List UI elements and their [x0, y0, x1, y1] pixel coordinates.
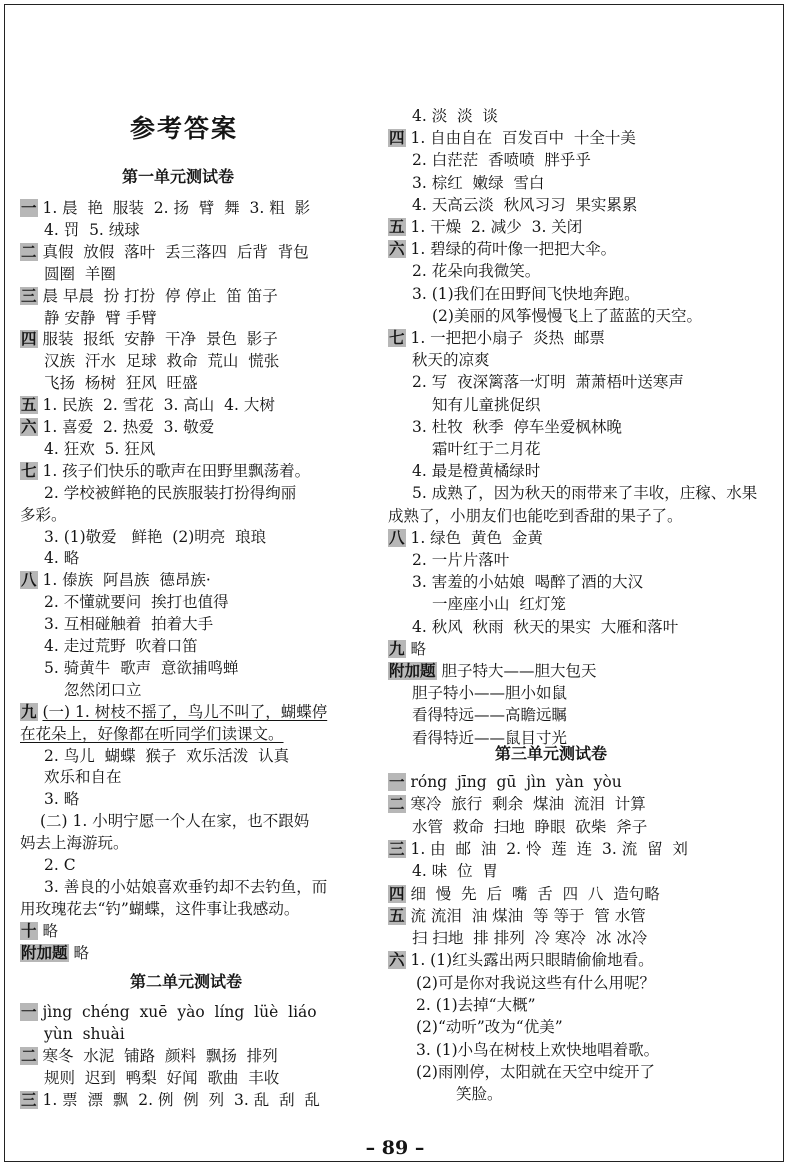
answer-line [20, 459, 310, 483]
answer-line [44, 1022, 125, 1046]
section-number-tag: 四 [389, 129, 405, 148]
section-number-tag: 三 [389, 839, 405, 858]
section-number-tag: 一 [389, 773, 405, 791]
answer-text: 1. 由 邮 油 2. 怜 莲 连 3. 流 留 刘 [410, 839, 688, 858]
answer-text: 笑脸。 [456, 1085, 503, 1104]
answer-line [44, 634, 198, 658]
answer-line [44, 349, 279, 373]
answer-line [20, 831, 129, 855]
answer-text: 4. 狂欢 5. 狂风 [44, 439, 156, 458]
answer-line [412, 259, 540, 283]
answer-line [20, 941, 89, 965]
answer-text: 1. 喜爱 2. 热爱 3. 敬爱 [42, 418, 215, 436]
answer-text: yùn shuài [44, 1025, 125, 1043]
answer-line [388, 504, 683, 528]
answer-text: 欢乐和自在 [44, 768, 122, 787]
section-number-tag: 附加题 [389, 662, 436, 680]
answer-line [44, 744, 289, 768]
answer-line [44, 590, 229, 614]
answer-line [412, 370, 684, 394]
section-number-tag: 四 [21, 330, 37, 349]
answer-text: 4. 淡 淡 谈 [412, 107, 498, 125]
answer-text: 1. (1)红头露出两只眼睛偷偷地看。 [410, 951, 654, 970]
answer-text: 水管 救命 扫地 睁眼 砍柴 斧子 [412, 817, 648, 836]
answer-text: 2. 鸟儿 蝴蝶 猴子 欢乐活泼 认真 [44, 746, 290, 765]
answer-line [40, 809, 309, 833]
answer-text: jìng chéng xuē yào líng lüè liáo [42, 1003, 317, 1021]
answer-line [44, 306, 157, 330]
answer-text: (一) 1. 树枝不摇了，鸟儿不叫了，蝴蝶停 [42, 702, 328, 721]
answer-line [412, 481, 757, 505]
answer-text: 霜叶红于二月花 [432, 440, 541, 458]
answer-line [412, 348, 490, 372]
section-number-tag: 二 [389, 795, 405, 814]
answer-text: 3. (1)小鸟在树枝上欢快地唱着歌。 [416, 1040, 660, 1059]
answer-line [416, 1015, 563, 1039]
answer-line [44, 371, 198, 395]
answer-line [388, 237, 616, 261]
answer-line [44, 1066, 279, 1090]
answer-line [416, 993, 536, 1017]
answer-line [44, 525, 266, 549]
answer-text: 1. 一把把小扇子 炎热 邮票 [410, 329, 605, 347]
answer-text: 一座座小山 红灯笼 [432, 595, 566, 614]
answer-line [412, 681, 567, 705]
answer-text: 1. 孩子们快乐的歌声在田野里飘荡着。 [42, 461, 311, 480]
answer-line [432, 304, 702, 328]
section-number-tag: 五 [21, 396, 37, 415]
answer-line [388, 792, 646, 816]
answer-line [388, 326, 605, 350]
answer-text: 忽然闭口立 [64, 680, 142, 699]
answer-text: 1. 绿色 黄色 金黄 [410, 528, 543, 547]
answer-text: 扫 扫地 排 排列 冷 寒冷 冰 冰冷 [412, 929, 648, 948]
answer-line [44, 437, 155, 461]
answer-line [44, 218, 140, 242]
answer-line [388, 215, 582, 239]
answer-text: 3. 棕红 嫩绿 雪白 [412, 173, 545, 192]
answer-line [388, 770, 622, 794]
answer-line [412, 171, 544, 195]
answer-line [388, 126, 636, 150]
answer-line [388, 637, 426, 661]
answer-text: 3. 杜牧 秋季 停车坐爱枫林晚 [412, 417, 622, 436]
answer-line [20, 503, 67, 527]
answer-line [412, 703, 567, 727]
answer-line [20, 1000, 317, 1024]
answer-text: (2)可是你对我说这些有什么用呢？ [416, 973, 655, 992]
answer-text: 1. 傣族 阿昌族 德昂族· [42, 571, 211, 590]
answer-line [412, 459, 540, 483]
answer-line [412, 193, 637, 217]
answer-line [388, 659, 596, 683]
answer-text: 2. 白茫茫 香喷喷 胖乎乎 [412, 151, 591, 170]
section-number-tag: 四 [389, 884, 405, 903]
section-number-tag: 三 [21, 1091, 37, 1109]
answer-text: róng jīng gū jìn yàn yòu [410, 773, 622, 791]
answer-line [412, 548, 509, 572]
answer-text: 2. C [44, 856, 76, 874]
answer-line [412, 148, 591, 172]
answer-text: 3. 善良的小姑娘喜欢垂钓却不去钓鱼，而 [44, 877, 328, 896]
answer-line [412, 859, 498, 883]
answer-text: 2. 不懂就要问 挨打也值得 [44, 593, 229, 612]
section-number-tag: 一 [21, 1003, 37, 1021]
answer-line [388, 904, 646, 928]
answer-line [20, 700, 327, 724]
answer-text: 3. 互相碰触着 拍着大手 [44, 615, 214, 634]
section-number-tag: 六 [21, 418, 37, 436]
section-number-tag: 八 [21, 571, 37, 590]
answer-line [412, 926, 647, 950]
answer-text: 4. 秋风 秋雨 秋天的果实 大雁和落叶 [412, 617, 679, 636]
answer-text: 3. (1)我们在田野间飞快地奔跑。 [412, 284, 640, 303]
answer-text: 规则 迟到 鸭梨 好闻 歌曲 丰收 [44, 1069, 280, 1087]
answer-text: 5. 成熟了，因为秋天的雨带来了丰收，庄稼、水果 [412, 484, 758, 503]
answer-line [44, 765, 122, 789]
answer-text: 3. 略 [44, 790, 80, 809]
answer-text: 真假 放假 落叶 丢三落四 后背 背包 [42, 242, 309, 261]
answer-line [412, 415, 622, 439]
answer-text: 1. 票 漂 飘 2. 例 例 列 3. 乱 刮 乱 [42, 1091, 320, 1109]
answer-text: 圆圈 羊圈 [44, 264, 116, 283]
answer-line [432, 437, 541, 461]
answer-line [388, 948, 654, 972]
section-number-tag: 附加题 [21, 943, 68, 962]
answer-text: 多彩。 [20, 505, 67, 524]
answer-text: (2)“动听”改为“优美” [416, 1018, 563, 1037]
answer-text: 略 [42, 921, 58, 940]
section-number-tag: 二 [21, 1047, 37, 1065]
section-number-tag: 八 [389, 528, 405, 547]
answer-text: 4. 略 [44, 549, 80, 568]
answer-text: 略 [73, 943, 89, 962]
answer-line [20, 1044, 278, 1068]
answer-line [412, 570, 643, 594]
answer-line [44, 875, 327, 899]
answer-text: 2. 一片片落叶 [412, 551, 510, 569]
answer-text: 汉族 汗水 足球 救命 荒山 慌张 [44, 352, 280, 371]
answer-line [388, 882, 660, 906]
section-number-tag: 七 [21, 461, 37, 480]
answer-text: 看得特近——鼠目寸光 [412, 728, 568, 747]
answer-text: 2. 花朵向我微笑。 [412, 262, 541, 281]
answer-text: 1. 碧绿的荷叶像一把把大伞。 [410, 240, 617, 259]
answer-text: 1. 自由自在 百发百中 十全十美 [410, 129, 636, 148]
answer-line [20, 919, 58, 943]
answer-text: 3. (1)敬爱 鲜艳 (2)明亮 琅琅 [44, 527, 267, 546]
unit2-heading: 第二单元测试卷 [130, 972, 243, 991]
section-number-tag: 九 [21, 702, 37, 721]
answer-line [20, 393, 275, 417]
answer-line [64, 678, 142, 702]
answer-text: 4. 味 位 胃 [412, 862, 498, 881]
answer-line [412, 282, 640, 306]
answer-text: 细 慢 先 后 嘴 舌 四 八 造句略 [410, 884, 660, 903]
answer-line [20, 415, 214, 439]
answer-text: 1. 干燥 2. 减少 3. 关闭 [410, 218, 583, 236]
answer-text: 2. 学校被鲜艳的民族服装打扮得绚丽 [44, 483, 297, 502]
answer-line [412, 104, 498, 128]
answer-text: 寒冬 水泥 铺路 颜料 飘扬 排列 [42, 1047, 278, 1065]
answer-line [432, 393, 541, 417]
answer-line [456, 1082, 503, 1106]
answer-line [20, 284, 278, 308]
answer-text: 妈去上海游玩。 [20, 834, 129, 853]
section-number-tag: 六 [389, 240, 405, 259]
page-title: 参考答案 [130, 114, 239, 143]
answer-line [388, 837, 688, 861]
section-number-tag: 九 [389, 639, 405, 658]
answer-line [20, 568, 211, 592]
answer-text: 4. 走过荒野 吹着口笛 [44, 637, 198, 655]
answer-line [416, 1038, 659, 1062]
answer-line [20, 722, 284, 746]
answer-text: 晨 早晨 扮 打扮 停 停止 笛 笛子 [42, 286, 278, 305]
answer-text: 寒冷 旅行 剩余 煤油 流泪 计算 [410, 795, 646, 814]
section-number-tag: 五 [389, 218, 405, 236]
page-number: – 89 – [365, 1137, 425, 1159]
answer-line [20, 1088, 320, 1112]
answer-text: 静 安静 臂 手臂 [44, 308, 157, 327]
answer-text: (二) 1. 小明宁愿一个人在家，也不跟妈 [40, 812, 310, 831]
answer-text: 2. (1)去掉“大概” [416, 996, 536, 1014]
answer-line [44, 481, 296, 505]
unit3-heading: 第三单元测试卷 [495, 744, 608, 763]
answer-text: 用玫瑰花去“钓”蝴蝶，这件事让我感动。 [20, 899, 300, 918]
answer-line [416, 971, 655, 995]
answer-line [44, 787, 79, 811]
answer-text: 3. 害羞的小姑娘 喝醉了酒的大汉 [412, 573, 644, 592]
answer-line [388, 526, 543, 550]
answer-text: 2. 写 夜深篱落一灯明 萧萧梧叶送寒声 [412, 373, 684, 392]
section-number-tag: 十 [21, 921, 37, 940]
answer-text: 胆子特大——胆大包天 [441, 662, 597, 680]
answer-text: 4. 最是橙黄橘绿时 [412, 462, 541, 481]
answer-line [44, 546, 79, 570]
answer-text: (2)雨刚停，太阳就在天空中绽开了 [416, 1062, 655, 1081]
answer-line [416, 1060, 655, 1084]
answer-line [20, 327, 278, 351]
answer-text: (2)美丽的风筝慢慢飞上了蓝蓝的天空。 [432, 306, 702, 325]
answer-line [20, 897, 299, 921]
section-number-tag: 二 [21, 242, 37, 261]
answer-text: 5. 骑黄牛 歌声 意欲捕鸣蝉 [44, 658, 239, 677]
section-number-tag: 三 [21, 286, 37, 305]
section-number-tag: 一 [21, 199, 37, 217]
answer-line [44, 656, 238, 680]
unit1-heading: 第一单元测试卷 [122, 167, 235, 186]
answer-line [44, 853, 76, 877]
answer-text: 胆子特小——胆小如鼠 [412, 684, 568, 703]
answer-text: 1. 民族 2. 雪花 3. 高山 4. 大树 [42, 396, 275, 415]
answer-text: 飞扬 杨树 狂风 旺盛 [44, 374, 198, 393]
answer-line [20, 196, 310, 220]
answer-text: 服装 报纸 安静 干净 景色 影子 [42, 330, 278, 349]
answer-line [20, 240, 309, 264]
section-number-tag: 六 [389, 951, 405, 970]
answer-text: 知有儿童挑促织 [432, 395, 541, 414]
section-number-tag: 五 [389, 906, 405, 925]
section-number-tag: 七 [389, 329, 405, 347]
answer-text: 在花朵上，好像都在听同学们读课文。 [20, 724, 284, 743]
answer-text: 看得特远——高瞻远瞩 [412, 706, 568, 725]
answer-text: 1. 晨 艳 服装 2. 扬 臂 舞 3. 粗 影 [42, 199, 311, 217]
answer-text: 成熟了，小朋友们也能吃到香甜的果子了。 [388, 506, 683, 525]
answer-line [412, 815, 647, 839]
answer-line [44, 612, 213, 636]
answer-line [412, 615, 678, 639]
answer-line [432, 592, 566, 616]
answer-line [44, 262, 116, 286]
answer-text: 4. 罚 5. 绒球 [44, 220, 140, 239]
answer-text: 4. 天高云淡 秋风习习 果实累累 [412, 195, 638, 214]
answer-text: 略 [410, 639, 426, 658]
answer-text: 流 流泪 油 煤油 等 等于 管 水管 [410, 906, 646, 925]
answer-text: 秋天的凉爽 [412, 351, 490, 370]
